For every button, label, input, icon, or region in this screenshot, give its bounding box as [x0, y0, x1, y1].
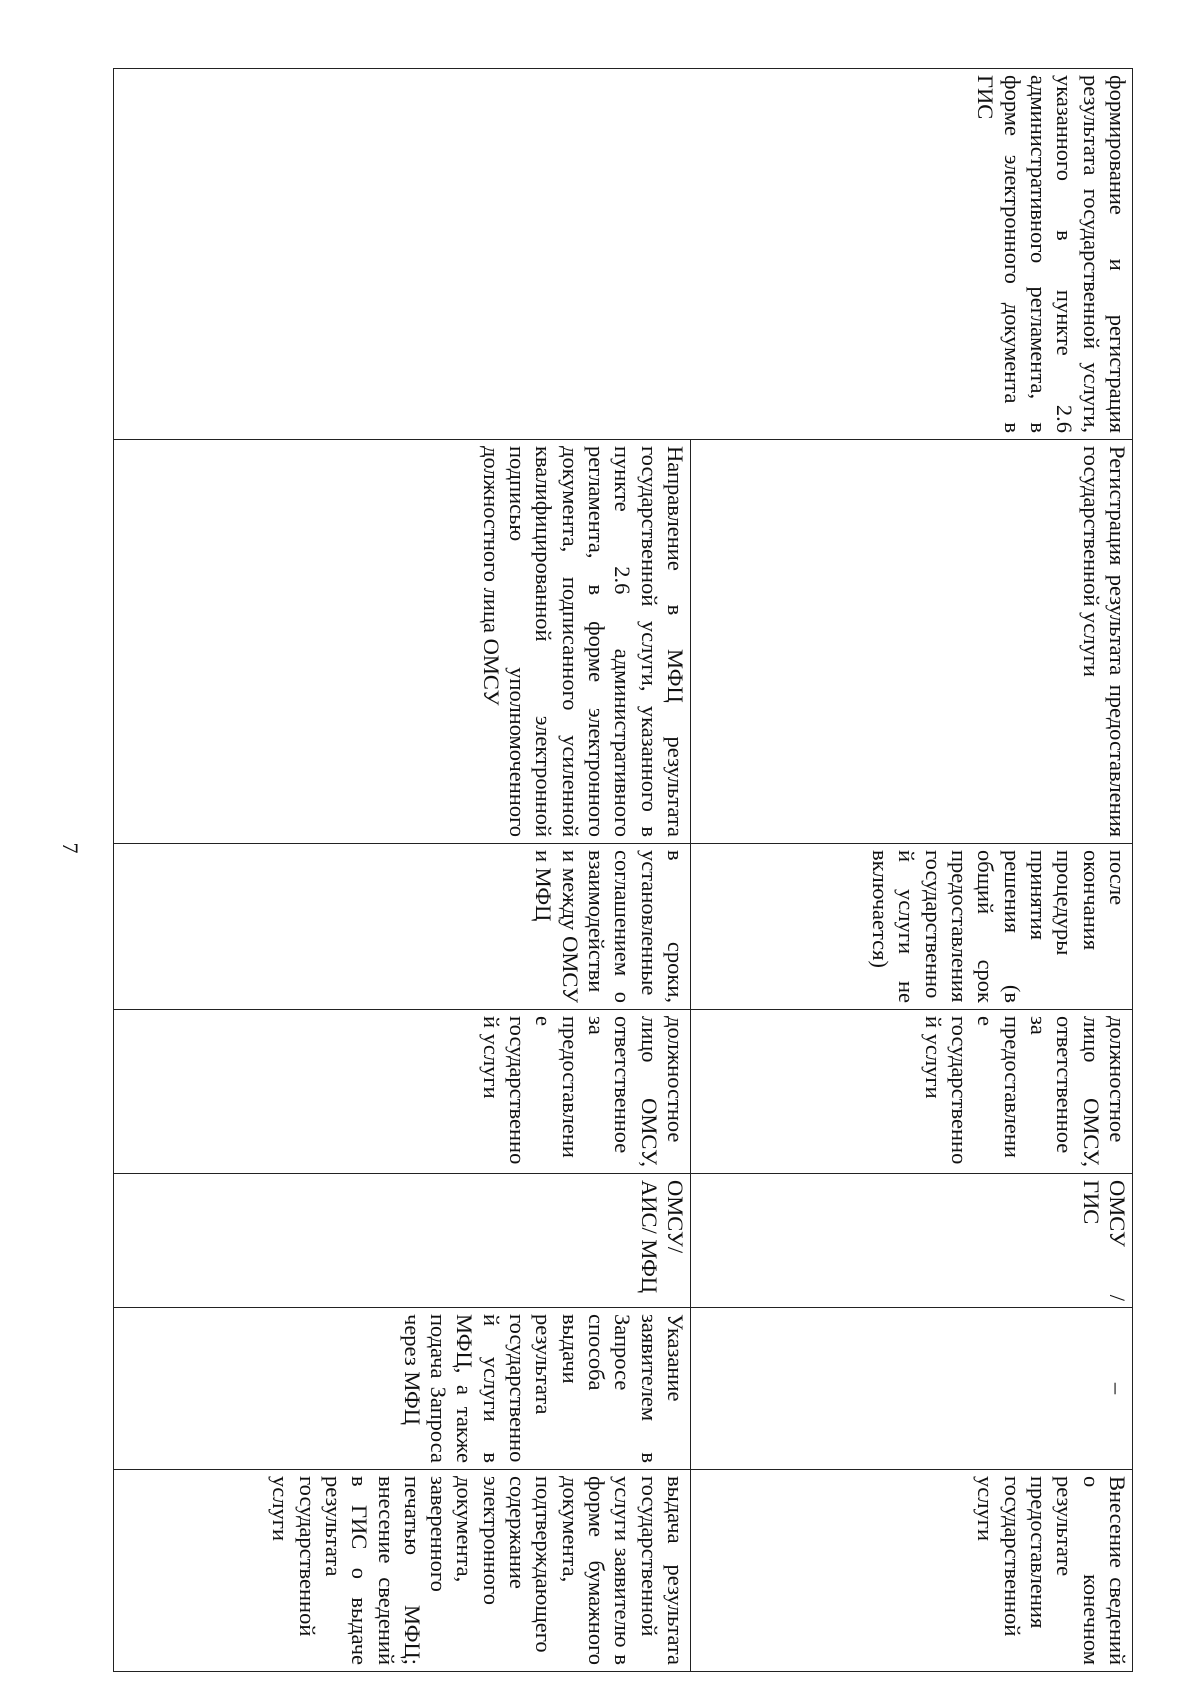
cell-result: выдача результата государственной услуги заявителю в форме бумажного документа, подтверждающего содержание электронного документа, заверенного печатью МФЦ; внесение сведений в ГИС о выдаче результата государственной услуги: [114, 1470, 691, 1672]
cell-action: Регистрация результата предоставления государственной услуги: [691, 440, 1133, 844]
cell-criteria: –: [691, 1308, 1133, 1470]
cell-action: Направление в МФЦ результата государственной услуги, указанного в пункте 2.6 административного регламента, в форме электронного документа, подписанного усиленной квалифицированной электронной подписью уполномоченного должностного лица ОМСУ: [114, 440, 691, 844]
cell-step: формирование и регистрация результата государственной услуги, указанного в пункте 2.6 административного регламента, в форме электронного документа в ГИС: [114, 69, 1133, 440]
cell-result: Внесение сведений о конечном результате предоставления государственной услуги: [691, 1470, 1133, 1672]
cell-term: в сроки, установленные соглашением о взаимодействии между ОМСУ и МФЦ: [114, 844, 691, 1010]
cell-criteria: Указание заявителем в Запросе способа выдачи результата государственной услуги в МФЦ, а также подача Запроса через МФЦ: [114, 1308, 691, 1470]
table-row: [691, 69, 1133, 1672]
procedure-table: [113, 68, 1133, 1672]
cell-place: ОМСУ/АИС/ МФЦ: [114, 1174, 691, 1308]
cell-responsible: должностное лицо ОМСУ, ответственное за предоставление государственной услуги: [114, 1010, 691, 1174]
rotated-table-container: [113, 68, 1133, 1671]
cell-responsible: должностное лицо ОМСУ, ответственное за предоставление государственной услуги: [691, 1010, 1133, 1174]
cell-place: ОМСУ / ГИС: [691, 1174, 1133, 1308]
page-number: 7: [58, 842, 83, 854]
cell-term: после окончания процедуры принятия решения (в общий срок предоставления государственной услуги не включается): [691, 844, 1133, 1010]
